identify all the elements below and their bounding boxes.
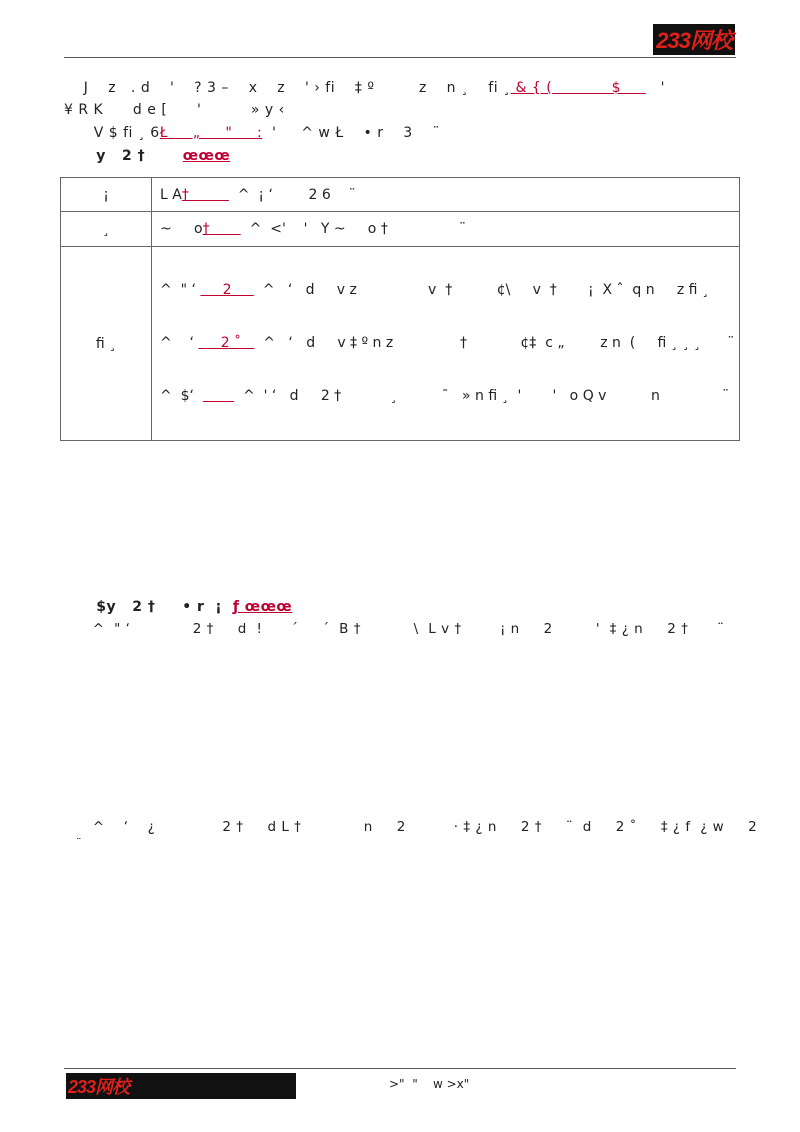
table-cell: ^ " ‘ 2 ^ ‘ d v z v † ¢\ v † ¡ X ˆ q n z fi ¸ ^ ‘ 2 ˚ ^ ‘ d v ‡ º n z † ¢‡ c „ z n ( fi ¸ ¸ ¸ ¨ ^ $‘ ^ ' ‘ d 2 † ¸ ¯ » n fi ¸ ' ' o Q v n ¨: [152, 247, 740, 441]
table-link[interactable]: [203, 388, 234, 404]
section2-line: ^ " ‘ 2 † d ! ´ ´ B † \ L v † ¡ n 2 ' ‡ ¿ n 2 † ¨: [64, 621, 725, 637]
table-row: [61, 178, 740, 212]
table-link[interactable]: 2 ˚: [198, 335, 255, 351]
table-link[interactable]: †: [202, 221, 241, 237]
section3-line1: ^ ‘ ¿ 2 † d L † n 2 · ‡ ¿ n 2 † ¨ d 2 ˚ ‡ ¿ f ¿ w 2: [64, 819, 758, 835]
para1-link2[interactable]: Ł „ " :: [159, 125, 263, 141]
table-row: [61, 247, 740, 441]
para1-line1: J z . d ' ? 3 – x z ' › fi ‡ º z n ¸ fi ¸ & { ( $ ': [64, 80, 665, 96]
footer-divider: [64, 1068, 736, 1069]
table-cell: ~ o† ^ <' ' Y ~ o † ¨: [152, 212, 740, 247]
table-link[interactable]: †: [181, 186, 229, 203]
footer-logo: 233网校: [66, 1073, 296, 1099]
table-row-head: fi ¸: [61, 247, 152, 441]
table-row-head: ¸: [61, 212, 152, 247]
section3-line2: ¨: [76, 836, 82, 849]
page-number: >" " w >x": [389, 1077, 470, 1091]
brand-logo: 233网校: [653, 24, 735, 55]
table-cell: L A† ^ ¡ ‘ 2 6 ¨: [152, 178, 740, 212]
para1-link3[interactable]: œœœ: [182, 148, 231, 164]
table-row-head: ¡: [61, 178, 152, 212]
header-divider: [64, 57, 736, 58]
para1-line2: ¥ R K d e [ ' » y ‹: [64, 102, 285, 118]
section2-link[interactable]: ƒ œœœ: [232, 599, 293, 615]
table-row: [61, 212, 740, 247]
para1-line4: y 2 † œœœ: [64, 148, 231, 164]
content-table: [60, 177, 740, 441]
table-link[interactable]: 2: [200, 282, 254, 298]
para1-line3: V $ fi ¸ 6Ł „ " : ' ^ w Ł • r 3 ¨: [64, 125, 440, 141]
para1-link1[interactable]: & { ( $: [510, 80, 646, 96]
section2-title: $y 2 † • r ¡ ƒ œœœ: [64, 599, 293, 615]
